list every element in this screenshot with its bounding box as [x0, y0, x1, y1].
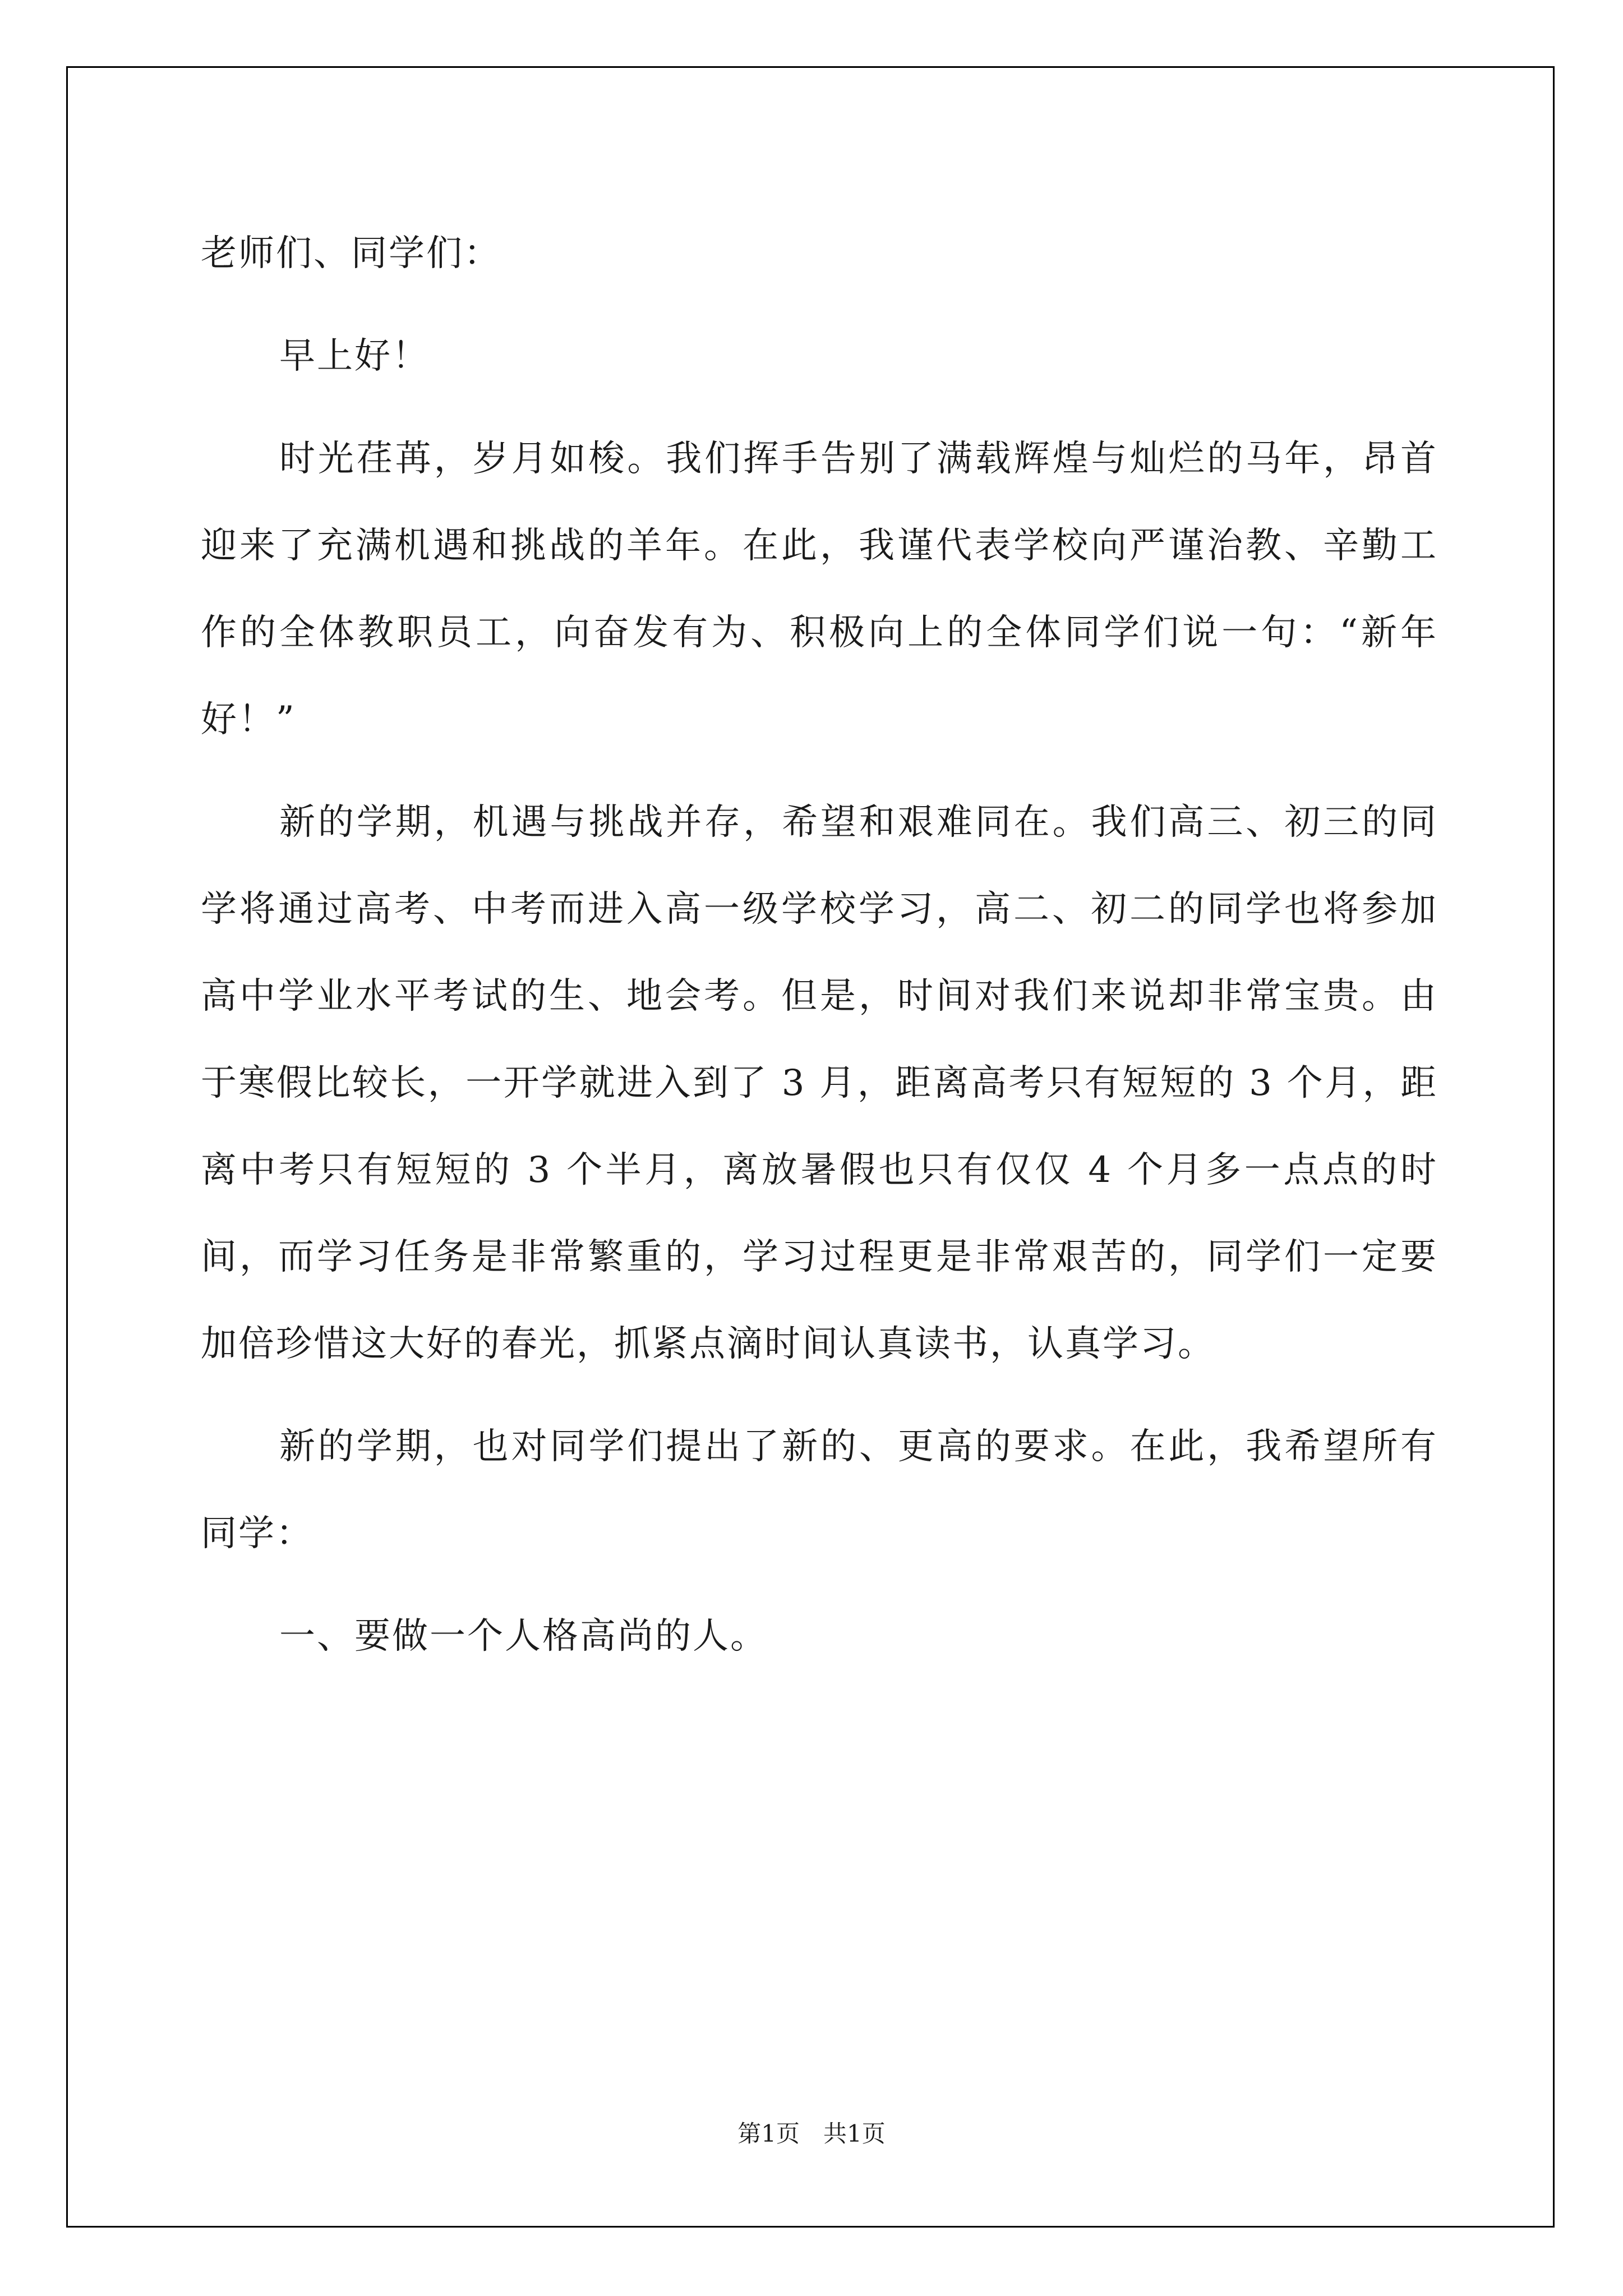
salutation: 老师们、同学们：	[201, 233, 501, 274]
greeting: 早上好！	[279, 335, 430, 377]
document-body	[201, 210, 1438, 1680]
paragraph-4: 一、要做一个人格高尚的人。	[279, 1616, 768, 1657]
paragraph-2: 新的学期，机遇与挑战并存，希望和艰难同在。我们高三、初三的同学将通过高考、中考而进入高一级学校学习，高二、初二的同学也将参加高中学业水平考试的生、地会考。但是，时间对我们来说却非常宝贵。由于寒假比较长，一开学就进入到了 3 月，距离高考只有短短的 3 个月，距离中考只有短短的 3 个半月，离放暑假也只有仅仅 4 个月多一点点的时间，而学习任务是非常繁重的，学习过程更是非常艰苦的，同学们一定要加倍珍惜这大好的春光，抓紧点滴时间认真读书，认真学习。	[201, 802, 1438, 1365]
paragraph-1: 时光荏苒，岁月如梭。我们挥手告别了满载辉煌与灿烂的马年，昂首迎来了充满机遇和挑战的羊年。在此，我谨代表学校向严谨治教、辛勤工作的全体教职员工，向奋发有为、积极向上的全体同学们说一句：“新年好！”	[201, 438, 1438, 740]
paragraph-3: 新的学期，也对同学们提出了新的、更高的要求。在此，我希望所有同学：	[201, 1426, 1438, 1554]
page-number-footer: 第1页 共1页	[737, 2120, 886, 2147]
